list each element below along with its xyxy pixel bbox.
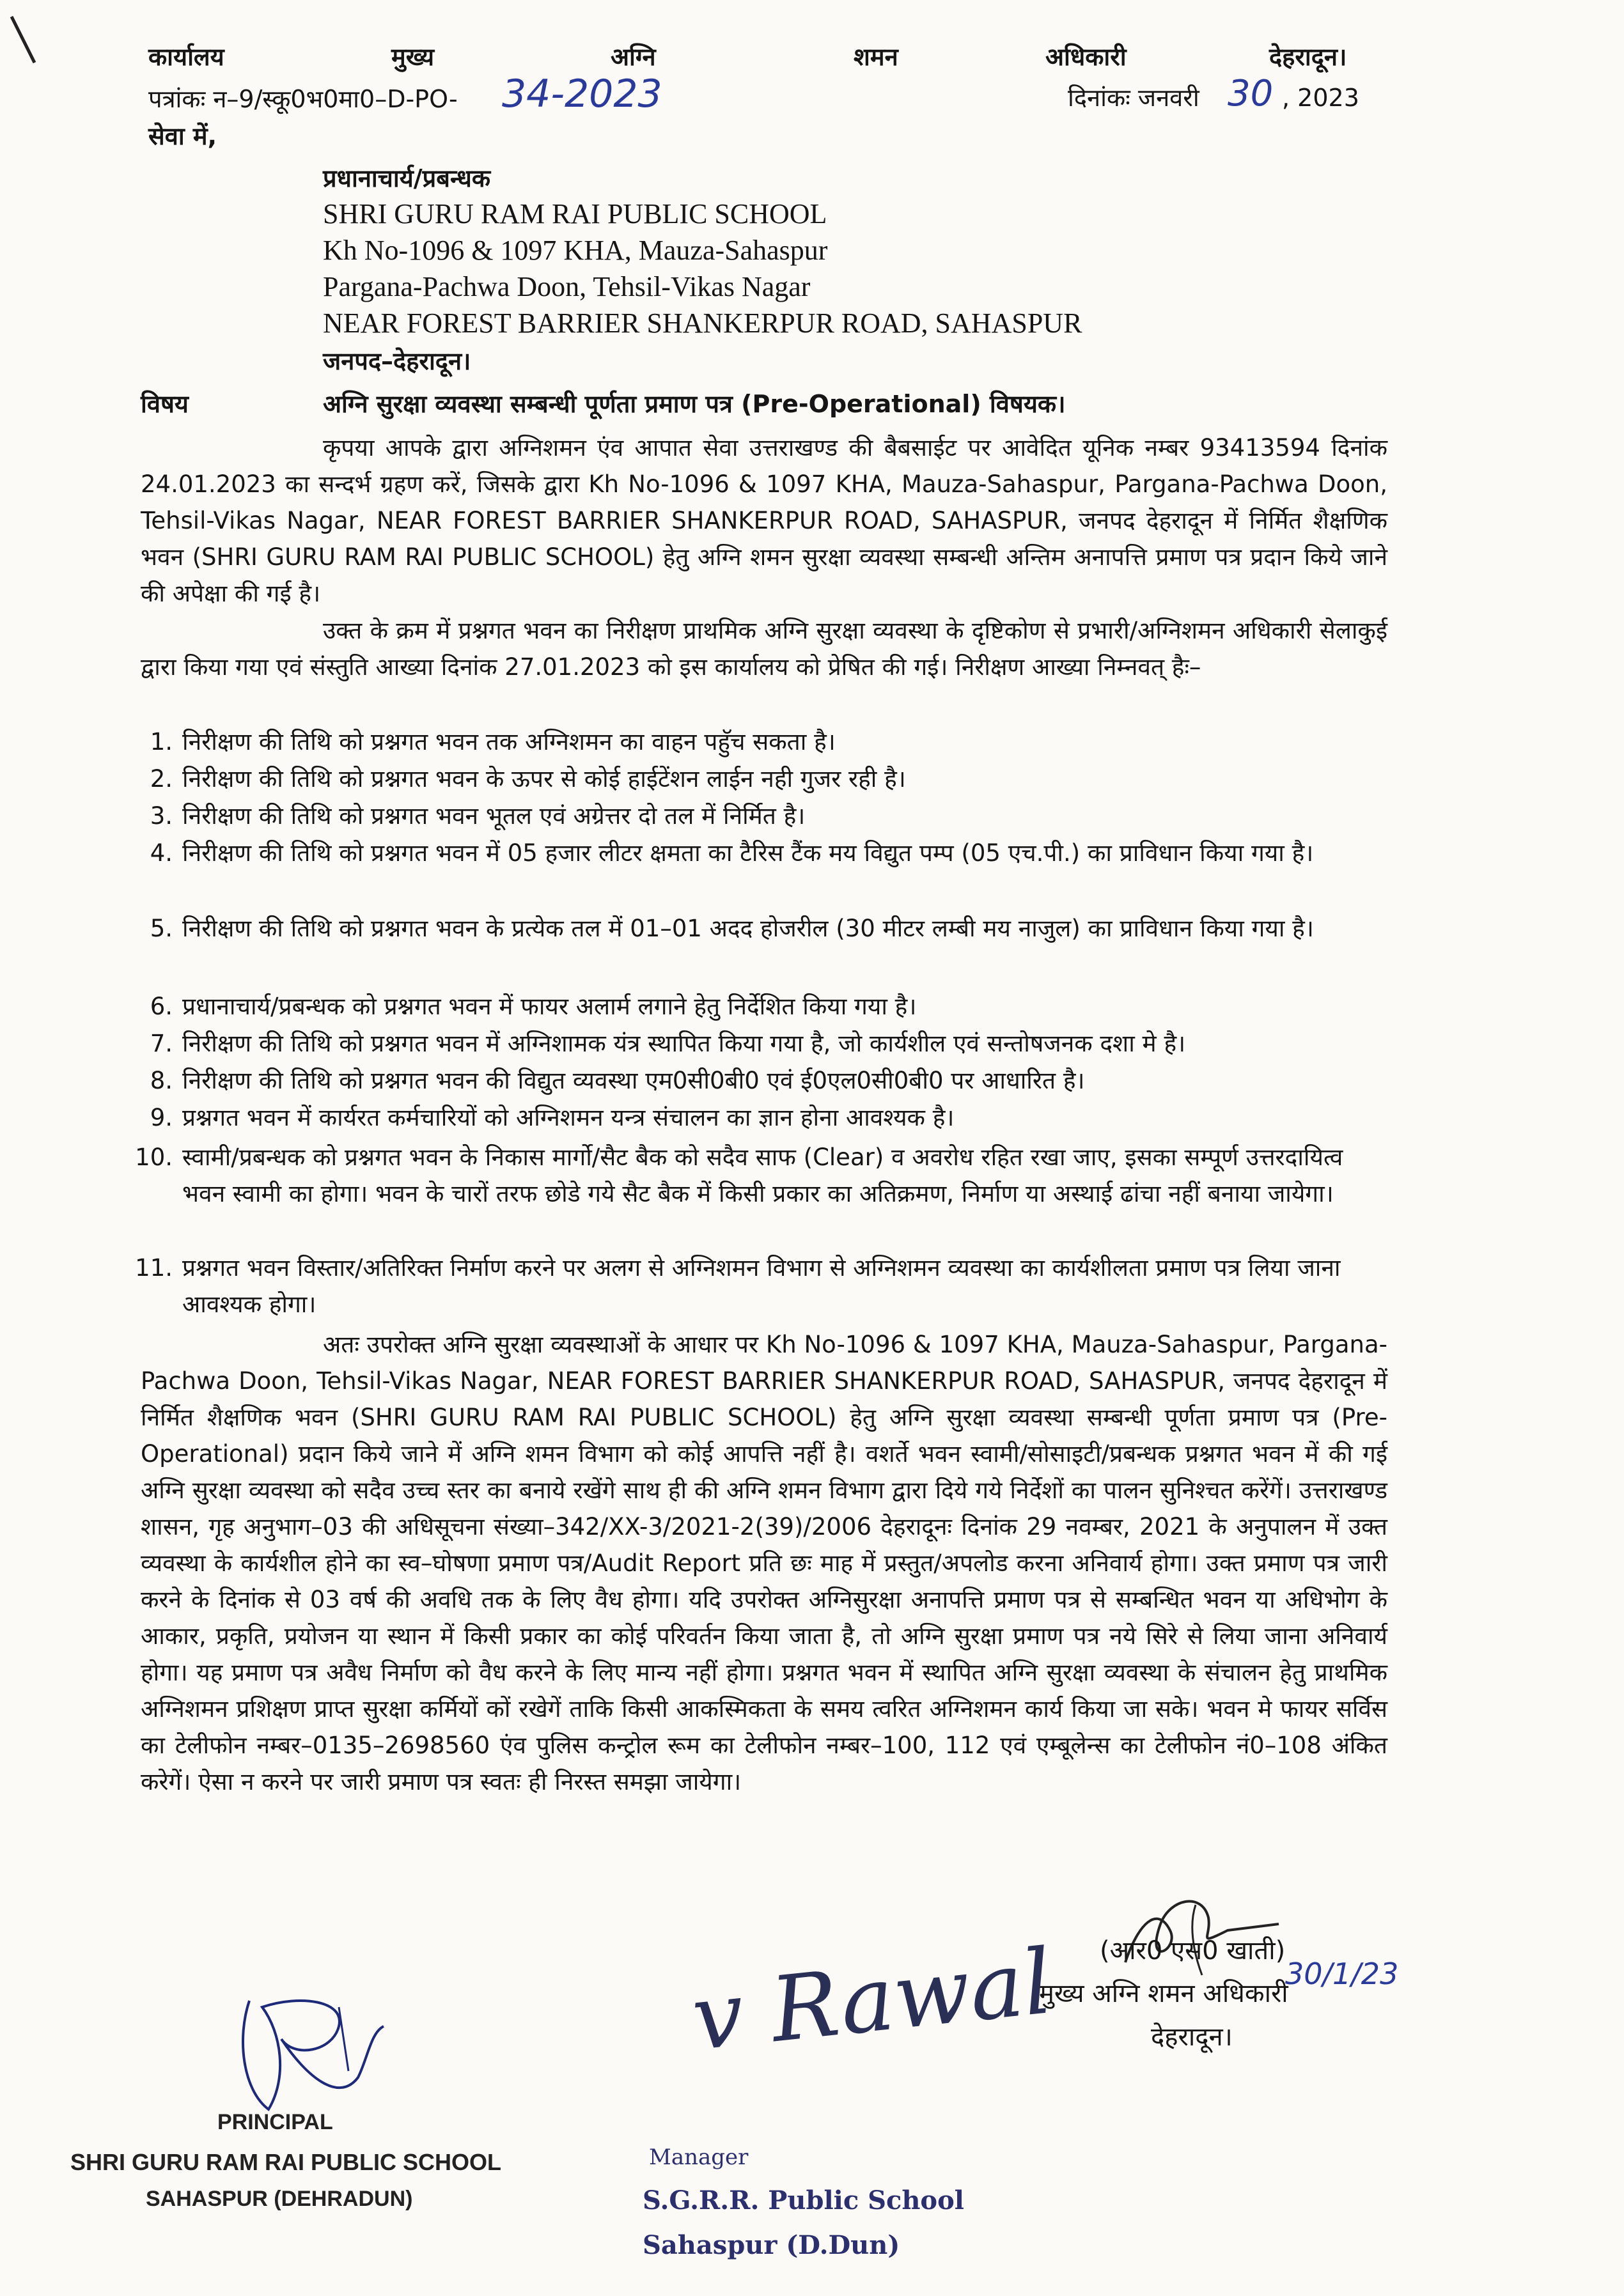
officer-place: देहरादून। — [1151, 2022, 1233, 2052]
finding-item — [150, 835, 1387, 871]
header-word-service: शमन — [854, 43, 898, 71]
finding-item — [150, 910, 1387, 947]
finding-number: 5. — [150, 915, 173, 942]
addressee-address-line-3: NEAR FOREST BARRIER SHANKERPUR ROAD, SAHASPUR — [323, 307, 1082, 339]
manager-stamp-school: S.G.R.R. Public School — [643, 2185, 964, 2215]
finding-item — [150, 1025, 1387, 1062]
officer-designation: मुख्य अग्नि शमन अधिकारी — [1039, 1979, 1288, 2008]
addressee-school: SHRI GURU RAM RAI PUBLIC SCHOOL — [323, 198, 827, 229]
finding-item — [150, 798, 1387, 834]
principal-stamp-school: SHRI GURU RAM RAI PUBLIC SCHOOL — [70, 2149, 501, 2175]
finding-text: निरीक्षण की तिथि को प्रश्नगत भवन तक अग्निशमन का वाहन पहुॅच सकता है। — [182, 728, 836, 756]
finding-number: 4. — [150, 839, 173, 867]
finding-item — [135, 1139, 1387, 1212]
officer-handwritten-date: 30/1/23 — [1285, 1957, 1399, 1991]
finding-item — [150, 761, 1387, 797]
subject-label: विषय — [141, 390, 189, 418]
finding-number: 6. — [150, 993, 173, 1020]
reference-number-handwritten: 34-2023 — [502, 72, 662, 116]
finding-item — [150, 724, 1387, 760]
addressee-address-line-2: Pargana-Pachwa Doon, Tehsil-Vikas Nagar — [323, 271, 811, 302]
header-word-officer: अधिकारी — [1045, 43, 1127, 71]
handwritten-name-rawal: v Rawal — [687, 1930, 1058, 2072]
principal-signature — [211, 1982, 416, 2129]
finding-text: निरीक्षण की तिथि को प्रश्नगत भवन की विद्युत व्यवस्था एम0सी0बी0 एवं ई0एल0सी0बी0 पर आधारित है। — [182, 1067, 1085, 1094]
paragraph-inspection: उक्त के क्रम में प्रश्नगत भवन का निरीक्षण प्राथमिक अग्नि सुरक्षा व्यवस्था के दृष्टिकोण से प्रभारी/अग्निशमन अधिकारी सेलाकुई द्वारा किया गया एवं संस्तुति आख्या दिनांक 27.01.2023 को इस कार्यालय को प्रेषित की गई। निरीक्षण आख्या निम्नवत् हैः– — [141, 617, 1387, 681]
finding-text: स्वामी/प्रबन्धक को प्रश्नगत भवन के निकास मार्गो/सैट बैक को सदैव साफ (Clear) व अवरोध रहित रखा जाए, इसका सम्पूर्ण उत्तरदायित्व भवन स्वामी का होगा। भवन के चारों तरफ छोडे गये सैट बैक में किसी प्रकार का अतिक्रमण, निर्माण या अस्थाई ढांचा नहीं बनाया जायेगा। — [182, 1144, 1343, 1207]
paragraph-conclusion: अतः उपरोक्त अग्नि सुरक्षा व्यवस्थाओं के आधार पर Kh No-1096 & 1097 KHA, Mauza-Sahaspur, Pargana-Pachwa Doon, Tehsil-Vikas Nagar, NEAR FOREST BARRIER SHANKERPUR ROAD, SAHASPUR, जनपद देहरादून में निर्मित शैक्षणिक भवन (SHRI GURU RAM RAI PUBLIC SCHOOL) हेतु अग्नि सुरक्षा व्यवस्था सम्बन्धी पूर्णता प्रमाण पत्र (Pre-Operational) प्रदान किये जाने में अग्नि शमन विभाग को कोई आपत्ति नहीं है। वशर्ते भवन स्वामी/सोसाइटी/प्रबन्धक प्रश्नगत भवन में की गई अग्नि सुरक्षा व्यवस्था को सदैव उच्च स्तर का बनाये रखेंगे साथ ही की अग्नि शमन विभाग द्वारा दिये गये निर्देशों का पालन सुनिश्चत करेंगें। उत्तराखण्ड शासन, गृह अनुभाग–03 की अधिसूचना संख्या–342/XX-3/2021-2(39)/2006 देहरादूनः दिनांक 29 नवम्बर, 2021 के अनुपालन में उक्त व्यवस्था के कार्यशील होने का स्व–घोषणा प्रमाण पत्र/Audit Report प्रति छः माह में प्रस्तुत/अपलोड करना अनिवार्य होगा। उक्त प्रमाण पत्र जारी करने के दिनांक से 03 वर्ष की अवधि तक के लिए वैध होगा। यदि उपरोक्त अग्निसुरक्षा अनापत्ति प्रमाण पत्र से सम्बन्धित भवन या अधिभोग के आकार, प्रकृति, प्रयोजन या स्थान में किसी प्रकार का कोई परिवर्तन किया जाता है, तो अग्नि सुरक्षा प्रमाण पत्र नये सिरे से लिया जाना अनिवार्य होगा। यह प्रमाण पत्र अवैध निर्माण को वैध करने के लिए मान्य नहीं होगा। प्रश्नगत भवन में स्थापित अग्नि सुरक्षा व्यवस्था के संचालन हेतु प्राथमिक अग्निशमन प्रशिक्षण प्राप्त सुरक्षा कर्मियों कों रखेगें ताकि किसी आकस्मिकता के समय त्वरित अग्निशमन कार्य किया जा सके। भवन मे फायर सर्विस का टेलीफोन नम्बर–0135–2698560 एंव पुलिस कन्ट्रोल रूम का टेलीफोन नम्बर–100, 112 एवं एम्बूलेन्स का टेलीफोन नं0–108 अंकित करेगें। ऐसा न करने पर जारी प्रमाण पत्र स्वतः ही निरस्त समझा जायेगा। — [141, 1331, 1387, 1796]
finding-item — [150, 1062, 1387, 1099]
finding-text: निरीक्षण की तिथि को प्रश्नगत भवन के ऊपर से कोई हाईटेंशन लाईन नही गुजर रही है। — [182, 765, 906, 793]
finding-item — [150, 988, 1387, 1025]
reference-number-label: पत्रांकः न–9/स्कू0भ0मा0–D-PO- — [148, 85, 458, 113]
finding-item — [150, 1099, 1387, 1136]
finding-text: निरीक्षण की तिथि को प्रश्नगत भवन में 05 हजार लीटर क्षमता का टैरिस टैंक मय विद्युत पम्प (05 एच.पी.) का प्राविधान किया गया है। — [182, 839, 1314, 867]
principal-stamp-title: PRINCIPAL — [217, 2110, 333, 2134]
manager-stamp-title: Manager — [649, 2145, 749, 2170]
finding-text: प्रश्नगत भवन विस्तार/अतिरिक्त निर्माण करने पर अलग से अग्निशमन विभाग से अग्निशमन व्यवस्था का कार्यशीलता प्रमाण पत्र लिया जाना आवश्यक होगा। — [182, 1254, 1341, 1318]
principal-stamp-place: SAHASPUR (DEHRADUN) — [146, 2187, 413, 2211]
date-year: , 2023 — [1282, 84, 1359, 112]
addressee-address-line-1: Kh No-1096 & 1097 KHA, Mauza-Sahaspur — [323, 235, 828, 266]
header-word-dehradun: देहरादून। — [1269, 43, 1347, 71]
paragraph-reference: कृपया आपके द्वारा अग्निशमन एंव आपात सेवा उत्तराखण्ड की बैबसाईट पर आवेदित यूनिक नम्बर 93413594 दिनांक 24.01.2023 का सन्दर्भ ग्रहण करें, जिसके द्वारा Kh No-1096 & 1097 KHA, Mauza-Sahaspur, Pargana-Pachwa Doon, Tehsil-Vikas Nagar, NEAR FOREST BARRIER SHANKERPUR ROAD, SAHASPUR, जनपद देहरादून में निर्मित शैक्षणिक भवन (SHRI GURU RAM RAI PUBLIC SCHOOL) हेतु अग्नि शमन सुरक्षा व्यवस्था सम्बन्धी अन्तिम अनापत्ति प्रमाण पत्र प्रदान किये जाने की अपेक्षा की गई है। — [141, 434, 1387, 607]
finding-text: प्रधानाचार्य/प्रबन्धक को प्रश्नगत भवन में फायर अलार्म लगाने हेतु निर्देशित किया गया है। — [182, 993, 917, 1020]
finding-number: 8. — [150, 1067, 173, 1094]
officer-name: (आर0 एस0 खाती) — [1100, 1936, 1286, 1966]
finding-number: 9. — [150, 1104, 173, 1131]
finding-number: 2. — [150, 765, 173, 793]
date-label: दिनांकः जनवरी — [1068, 84, 1199, 112]
finding-text: निरीक्षण की तिथि को प्रश्नगत भवन में अग्निशामक यंत्र स्थापित किया गया है, जो कार्यशील एवं सन्तोषजनक दशा मे है। — [182, 1030, 1186, 1057]
finding-number: 1. — [150, 728, 173, 756]
finding-text: निरीक्षण की तिथि को प्रश्नगत भवन भूतल एवं अग्रेत्तर दो तल में निर्मित है। — [182, 802, 806, 830]
addressee-district: जनपद–देहरादून। — [323, 347, 471, 375]
header-word-office: कार्यालय — [148, 43, 224, 71]
subject-text: अग्नि सुरक्षा व्यवस्था सम्बन्धी पूर्णता प्रमाण पत्र (Pre-Operational) विषयक। — [323, 390, 1066, 418]
finding-item — [135, 1250, 1387, 1323]
finding-text: प्रश्नगत भवन में कार्यरत कर्मचारियों को अग्निशमन यन्त्र संचालन का ज्ञान होना आवश्यक है। — [182, 1104, 955, 1131]
finding-number: 3. — [150, 802, 173, 830]
manager-stamp-place: Sahaspur (D.Dun) — [643, 2230, 900, 2260]
date-handwritten: 30 — [1228, 73, 1274, 114]
corner-pen-mark — [6, 13, 45, 70]
salutation-to: सेवा में, — [148, 122, 217, 150]
header-word-chief: मुख्य — [391, 43, 434, 71]
header-word-fire: अग्नि — [611, 43, 656, 71]
addressee-designation: प्रधानाचार्य/प्रबन्धक — [323, 164, 491, 192]
finding-number: 10. — [135, 1144, 173, 1171]
finding-text: निरीक्षण की तिथि को प्रश्नगत भवन के प्रत्येक तल में 01–01 अदद होजरील (30 मीटर लम्बी मय नाजुल) का प्राविधान किया गया है। — [182, 915, 1314, 942]
finding-number: 11. — [135, 1254, 173, 1282]
finding-number: 7. — [150, 1030, 173, 1057]
